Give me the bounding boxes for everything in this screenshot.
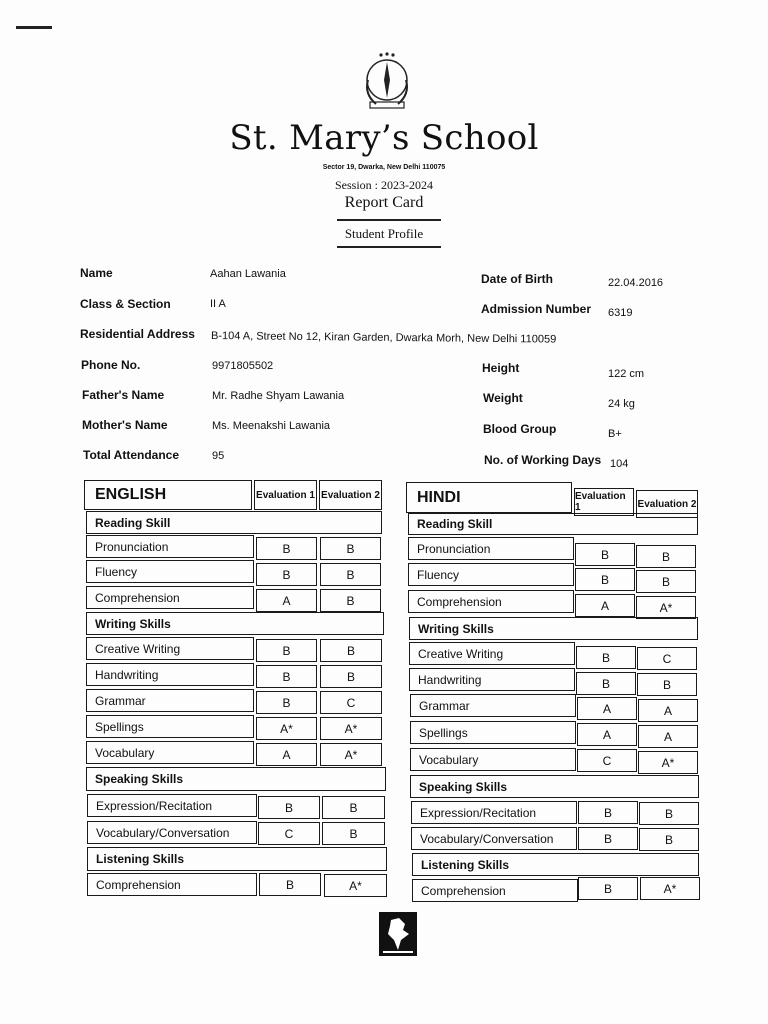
hindi-comprehension-eval2: A*: [636, 596, 696, 619]
english-creative-writing-eval1: B: [256, 639, 317, 662]
school-address: Sector 19, Dwarka, New Delhi 110075: [322, 164, 446, 171]
english-pronunciation-label: Pronunciation: [86, 535, 254, 558]
weight-label: Weight: [483, 391, 523, 405]
working-days-value: 104: [610, 458, 629, 470]
english-expression-eval1: B: [258, 796, 320, 819]
hindi-spellings-label: Spellings: [410, 721, 576, 744]
english-vocabulary-label: Vocabulary: [86, 741, 254, 764]
english-expression-label: Expression/Recitation: [87, 794, 257, 817]
address-value: B-104 A, Street No 12, Kiran Garden, Dwarka Morh, New Delhi 110059: [210, 330, 557, 346]
hindi-pronunciation-eval2: B: [636, 545, 696, 568]
hindi-conversation-eval2: B: [639, 828, 699, 851]
hindi-creative-writing-eval1: B: [576, 646, 636, 669]
english-speaking-section: Speaking Skills: [86, 767, 386, 791]
title-divider-top: [337, 219, 441, 221]
hindi-comprehension-eval1: A: [575, 594, 635, 617]
student-profile-title: Student Profile: [344, 226, 424, 241]
english-pronunciation-eval2: B: [320, 537, 381, 560]
english-spellings-eval2: A*: [320, 717, 382, 740]
english-listening-section: Listening Skills: [87, 847, 387, 871]
hindi-writing-section: Writing Skills: [409, 617, 698, 640]
hindi-listening-comprehension-eval1: B: [578, 877, 638, 900]
address-label: Residential Address: [80, 327, 195, 341]
height-label: Height: [482, 361, 520, 375]
english-fluency-eval1: B: [256, 563, 317, 586]
english-subject-header: ENGLISH: [84, 480, 252, 510]
hindi-creative-writing-label: Creative Writing: [409, 642, 575, 665]
hindi-subject-header: HINDI: [406, 482, 572, 513]
hindi-listening-comprehension-label: Comprehension: [412, 879, 578, 902]
hindi-pronunciation-label: Pronunciation: [408, 537, 574, 560]
hindi-vocabulary-eval1: C: [577, 749, 637, 772]
mother-label: Mother's Name: [82, 418, 168, 432]
school-crest-icon: [354, 50, 420, 116]
english-grammar-eval1: B: [256, 691, 317, 714]
height-value: 122 cm: [608, 368, 645, 380]
english-handwriting-eval1: B: [256, 665, 317, 688]
weight-value: 24 kg: [608, 398, 635, 410]
hindi-spellings-eval1: A: [577, 723, 637, 746]
hindi-grammar-eval2: A: [638, 699, 698, 722]
hindi-eval2-header: Evaluation 2: [636, 490, 698, 518]
class-value: II A: [210, 298, 226, 310]
hindi-listening-section: Listening Skills: [412, 853, 699, 876]
hindi-conversation-eval1: B: [578, 827, 638, 850]
english-conversation-eval1: C: [258, 822, 320, 845]
hindi-pronunciation-eval1: B: [575, 543, 635, 566]
dob-value: 22.04.2016: [608, 277, 664, 289]
hindi-eval1-header: Evaluation 1: [574, 488, 634, 516]
phone-value: 9971805502: [212, 360, 274, 372]
hindi-handwriting-eval2: B: [637, 673, 697, 696]
english-grammar-eval2: C: [320, 691, 382, 714]
english-spellings-eval1: A*: [256, 717, 317, 740]
hindi-handwriting-eval1: B: [576, 672, 636, 695]
english-listening-comprehension-eval1: B: [259, 873, 321, 896]
english-creative-writing-label: Creative Writing: [86, 637, 254, 660]
hindi-expression-label: Expression/Recitation: [411, 801, 577, 824]
hindi-fluency-eval1: B: [575, 568, 635, 591]
english-writing-section: Writing Skills: [86, 612, 384, 635]
english-handwriting-label: Handwriting: [86, 663, 254, 686]
blood-group-value: B+: [608, 428, 622, 440]
english-creative-writing-eval2: B: [320, 639, 382, 662]
dob-label: Date of Birth: [481, 272, 553, 286]
hindi-vocabulary-label: Vocabulary: [410, 748, 576, 771]
hindi-reading-section: Reading Skill: [408, 513, 698, 535]
english-vocabulary-eval1: A: [256, 743, 317, 766]
english-eval1-header: Evaluation 1: [254, 480, 317, 510]
india-map-logo-icon: [379, 912, 417, 956]
session-text: Session : 2023-2024: [334, 178, 433, 192]
admission-label: Admission Number: [481, 302, 592, 316]
hindi-spellings-eval2: A: [638, 725, 698, 748]
corner-mark: [16, 26, 52, 29]
english-vocabulary-eval2: A*: [320, 743, 382, 766]
hindi-vocabulary-eval2: A*: [638, 751, 698, 774]
english-comprehension-eval2: B: [320, 589, 381, 612]
blood-group-label: Blood Group: [483, 422, 557, 436]
english-listening-comprehension-eval2: A*: [324, 874, 387, 897]
phone-label: Phone No.: [81, 358, 141, 372]
english-comprehension-eval1: A: [256, 589, 317, 612]
father-value: Mr. Radhe Shyam Lawania: [212, 390, 345, 402]
hindi-conversation-label: Vocabulary/Conversation: [411, 827, 577, 850]
english-reading-section: Reading Skill: [86, 511, 382, 534]
hindi-grammar-eval1: A: [577, 697, 637, 720]
english-spellings-label: Spellings: [86, 715, 254, 738]
mother-value: Ms. Meenakshi Lawania: [212, 420, 331, 432]
hindi-listening-comprehension-eval2: A*: [640, 877, 700, 900]
english-fluency-label: Fluency: [86, 560, 254, 583]
title-divider-bottom: [337, 246, 441, 248]
report-card-title: Report Card: [344, 194, 424, 211]
english-fluency-eval2: B: [320, 563, 381, 586]
name-value: Aahan Lawania: [210, 268, 286, 280]
attendance-label: Total Attendance: [83, 448, 180, 462]
hindi-expression-eval2: B: [639, 802, 699, 825]
attendance-value: 95: [212, 450, 225, 462]
hindi-creative-writing-eval2: C: [637, 647, 697, 670]
father-label: Father's Name: [82, 388, 165, 402]
name-label: Name: [80, 266, 113, 280]
english-expression-eval2: B: [322, 796, 385, 819]
english-conversation-eval2: B: [322, 822, 385, 845]
hindi-comprehension-label: Comprehension: [408, 590, 574, 613]
hindi-expression-eval1: B: [578, 801, 638, 824]
admission-value: 6319: [608, 307, 633, 319]
hindi-grammar-label: Grammar: [410, 694, 576, 717]
english-pronunciation-eval1: B: [256, 537, 317, 560]
working-days-label: No. of Working Days: [484, 453, 602, 467]
english-eval2-header: Evaluation 2: [319, 480, 382, 510]
english-conversation-label: Vocabulary/Conversation: [87, 821, 257, 844]
english-comprehension-label: Comprehension: [86, 586, 254, 609]
school-name: St. Mary’s School: [229, 118, 539, 158]
english-handwriting-eval2: B: [320, 665, 382, 688]
hindi-fluency-label: Fluency: [408, 563, 574, 586]
hindi-speaking-section: Speaking Skills: [410, 775, 699, 798]
english-listening-comprehension-label: Comprehension: [87, 873, 257, 896]
hindi-fluency-eval2: B: [636, 570, 696, 593]
class-label: Class & Section: [80, 297, 171, 311]
english-grammar-label: Grammar: [86, 689, 254, 712]
hindi-handwriting-label: Handwriting: [409, 668, 575, 691]
